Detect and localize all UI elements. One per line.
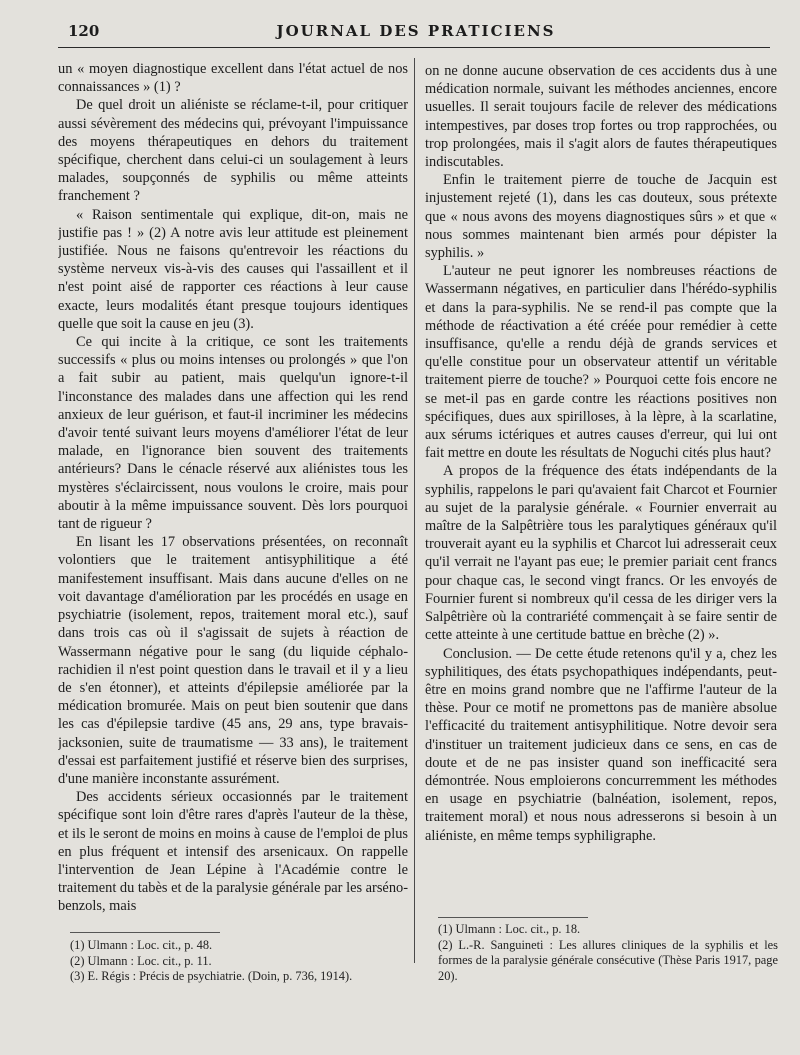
paragraph: Ce qui incite à la critique, ce sont les traitements successifs « plus ou moins intenses ou prolongés » que l'on a fait subir au patient, mais quelqu'un ignore-t-il l'inconstance des malades dans une affection qui les rend anxieux de leur guérison, et faut-il incriminer les médecins d'avoir tenté suivant leurs moyens d'améliorer l'état de leur malade, en l'ignorance bien souvent des traitements antérieurs? Dans le cénacle réservé aux aliénistes tous les mystères s'éclaircissent, nous voulons le croire, mais pour aboutir à la même impuissance souvent. Dès lors pourquoi tant de rigueur ? <box>58 334 408 533</box>
paragraph: un « moyen diagnostique excellent dans l'état actuel de nos connaissances » (1) ? <box>58 61 408 96</box>
paragraph: Des accidents sérieux occasionnés par le traitement spécifique sont loin d'être rares d'après l'auteur de la thèse, et ils le seront de moins en moins à cause de l'emploi de plus en plus fréquent et intensif des arsenicaux. On rappelle l'intervention de Jean Lépine à l'Académie contre le traitement du tabès et de la paralysie générale par les arséno-benzols, mais <box>58 789 408 915</box>
footnotes-right <box>438 922 778 984</box>
footnote: (2) Ulmann : Loc. cit., p. 11. <box>70 953 212 968</box>
paragraph: on ne donne aucune observation de ces accidents dus à une médication normale, suivant les méthodes anciennes, encore usuelles. Il serait toujours facile de relever des médications intempestives, par doses trop fortes ou trop rapprochées, ou trop prolongées, mais il s'agit alors de fautes thérapeutiques indiscutables. <box>425 63 777 171</box>
paragraph: « Raison sentimentale qui explique, dit-on, mais ne justifie pas ! » (2) A notre avis leur attitude est pleinement justifiée. Nous ne faisons qu'entrevoir les réactions du système nerveux vis-à-vis des causes qui l'assaillent et il n'est point aisé de rapporter ces réactions à leur cause exacte, leurs modalités étant presque toujours identiques quelle que soit la cause en jeu (3). <box>58 206 408 332</box>
footnote-rule-left <box>70 932 220 933</box>
right-column <box>425 62 777 922</box>
paragraph: Enfin le traitement pierre de touche de Jacquin est injustement rejeté (1), dans les cas douteux, sous prétexte que « nous avons des moyens diagnostiques sûrs » et que « nous sommes maintenant bien armés pour dépister la syphilis. » <box>425 172 777 262</box>
footnotes-left <box>70 938 408 985</box>
footnote-rule-right <box>438 917 588 918</box>
paragraph: A propos de la fréquence des états indépendants de la syphilis, rappelons le pari qu'avaient fait Charcot et Fournier au sujet de la paralysie générale. « Fournier enverrait au maître de la Salpêtrière tous les paralytiques généraux qu'il trouverait ayant eu la syphilis et Charcot lui adresserait ceux qu'il verrait ne l'ayant pas eue; le premier pariait cent francs pour chaque cas, le second vingt francs. Or les envoyés de Fournier furent si nombreux qu'il cessa de les diriger vers la Salpêtrière où la contrariété commençait à se faire sentir de cette atteinte à une certitude battue en brèche (2) ». <box>425 463 777 644</box>
footnote: (1) Ulmann : Loc. cit., p. 48. <box>70 938 213 952</box>
footnote: (3) E. Régis : Précis de psychiatrie. (Doin, p. 736, 1914). <box>70 969 353 983</box>
page-number: 120 <box>68 22 100 40</box>
journal-title: JOURNAL DES PRATICIENS <box>276 22 556 40</box>
paragraph: En lisant les 17 observations présentées, on reconnaît volontiers que le traitement antisyphilitique a été manifestement insuffisant. Mais dans aucune d'elles on ne voit davantage d'amélioration par les procédés en usage en psychiatrie (isolement, repos, traitement moral etc.), sauf dans trois cas où il s'agissait de sujets à réaction de Wassermann négative pour le sang (du liquide céphalo-rachidien il n'est point question dans le travail et il y a lieu de s'en étonner), et atteints d'épilepsie améliorée par la médication bromurée. Mais on peut bien soutenir que dans les cas d'épilepsie tardive (45 ans, 29 ans, type bravais-jacksonien, suite de traumatisme — 33 ans), le traitement d'essai est parfaitement justifié et réserve bien des surprises, d'une manière inconstante assurément. <box>58 534 408 787</box>
footnote: (1) Ulmann : Loc. cit., p. 18. <box>438 922 581 936</box>
paragraph: De quel droit un aliéniste se réclame-t-il, pour critiquer aussi sévèrement des médecins qui, prévoyant l'impuissance des moyens thérapeutiques en dehors du traitement spécifique, cherchent dans celui-ci un soulagement à leurs malades, soupçonnés de syphilis ou même atteints franchement ? <box>58 97 408 205</box>
paragraph: Conclusion. — De cette étude retenons qu'il y a, chez les syphilitiques, des états psychopathiques indépendants, peut-être en moins grand nombre que ne l'affirme l'auteur de la thèse. Pour ce motif ne promettons pas de manière absolue l'efficacité du traitement antisyphilitique. Notre devoir sera d'instituer un traitement judicieux dans ce sens, en cas de doute et de ne pas insister quand son inefficacité sera démontrée. Nous emploierons concurremment les méthodes en usage en psychiatrie (balnéation, isolement, repos, traitement moral) et nous nous adresserons si besoin à un aliéniste, en même temps syphiligraphe. <box>425 645 777 844</box>
paragraph: L'auteur ne peut ignorer les nombreuses réactions de Wassermann négatives, en particulier dans l'hérédo-syphilis et dans la para-syphilis. Ne se rend-il pas compte que la méthode de réactivation a été créée pour remédier à cette insuffisance, qu'elle a rendu déjà de grands services et qu'elle constitue pour un observateur attentif un véritable traitement pierre de touche? » Pourquoi cette fois encore ne se met-il pas en garde contre les réactions positives non spécifiques, dues aux spirilloses, à la lèpre, à la scarlatine, aux sérums ictériques et autres causes d'erreur, qui lui ont fait mettre en doute les résultats de Noguchi cités plus haut? <box>425 263 777 462</box>
header-rule <box>58 47 770 48</box>
column-divider <box>414 58 415 963</box>
page-header <box>60 20 772 42</box>
footnote: (2) L.-R. Sanguineti : Les allures cliniques de la syphilis et les formes de la paralysie générale consécutive (Thèse Paris 1917, page 20). <box>438 937 778 983</box>
left-column <box>58 60 408 930</box>
